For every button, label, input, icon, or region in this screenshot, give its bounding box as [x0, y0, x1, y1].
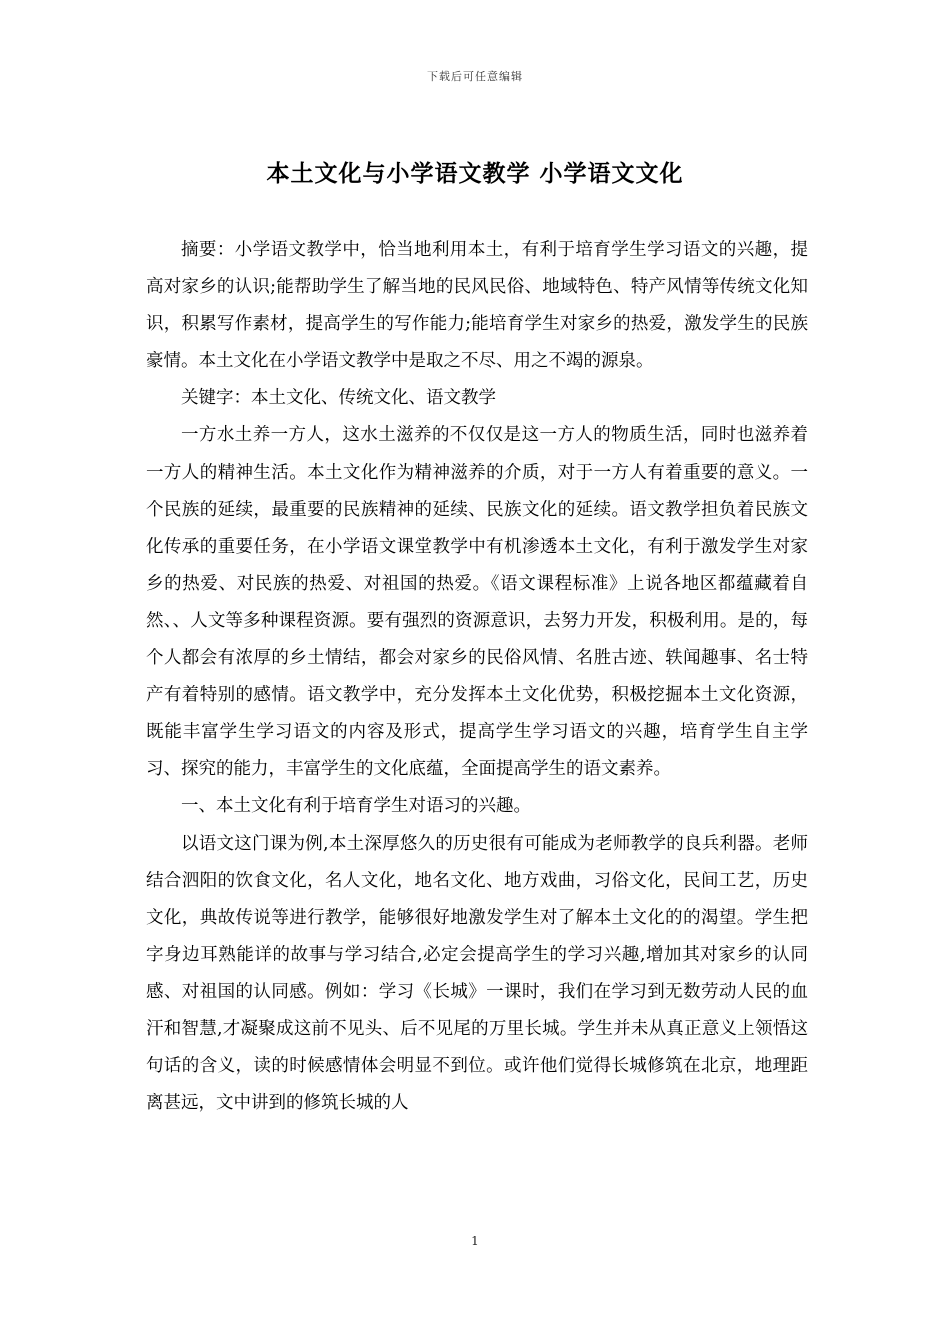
section-paragraph: 以语文这门课为例,本土深厚悠久的历史很有可能成为老师教学的良兵利器。老师结合泗阳的饮食文化，名人文化，地名文化、地方戏曲，习俗文化，民间工艺，历史文化，典故传说等进行教学，能够很好地激发学生对了解本土文化的的渴望。学生把字身边耳熟能详的故事与学习结合,必定会提高学生的学习兴趣,增加其对家乡的认同感、对祖国的认同感。例如：学习《长城》一课时，我们在学习到无数劳动人民的血汗和智慧,才凝聚成这前不见头、后不见尾的万里长城。学生并未从真正意义上领悟这句话的含义，读的时候感情体会明显不到位。或许他们觉得长城修筑在北京，地理距离甚远，文中讲到的修筑长城的人 [146, 833, 808, 1114]
page-number: 1 [471, 1234, 479, 1248]
section-heading: 一、本土文化有利于培育学生对语习的兴趣。 [181, 796, 531, 817]
document-body [146, 232, 808, 1122]
document-title: 本土文化与小学语文教学 小学语文文化 [266, 160, 684, 187]
keywords-paragraph: 关键字：本土文化、传统文化、语文教学 [181, 388, 496, 409]
intro-paragraph: 一方水土养一方人，这水土滋养的不仅仅是这一方人的物质生活，同时也滋养着一方人的精神生活。本土文化作为精神滋养的介质，对于一方人有着重要的意义。一个民族的延续，最重要的民族精神的延续、民族文化的延续。语文教学担负着民族文化传承的重要任务，在小学语文课堂教学中有机渗透本土文化，有利于激发学生对家乡的热爱、对民族的热爱、对祖国的热爱。《语文课程标准》上说各地区都蕴藏着自然、、人文等多种课程资源。要有强烈的资源意识，去努力开发，积极利用。是的，每个人都会有浓厚的乡土情结，都会对家乡的民俗风情、名胜古迹、轶闻趣事、名士特产有着特别的感情。语文教学中，充分发挥本土文化优势，积极挖掘本土文化资源，既能丰富学生学习语文的内容及形式，提高学生学习语文的兴趣，培育学生自主学习、探究的能力，丰富学生的文化底蕴，全面提高学生的语文素养。 [146, 425, 808, 780]
header-note: 下载后可任意编辑 [427, 70, 523, 83]
abstract-paragraph: 摘要：小学语文教学中，恰当地利用本土，有利于培育学生学习语文的兴趣，提高对家乡的认识;能帮助学生了解当地的民风民俗、地域特色、特产风情等传统文化知识，积累写作素材，提高学生的写作能力;能培育学生对家乡的热爱，激发学生的民族豪情。本土文化在小学语文教学中是取之不尽、用之不竭的源泉。 [146, 240, 808, 372]
